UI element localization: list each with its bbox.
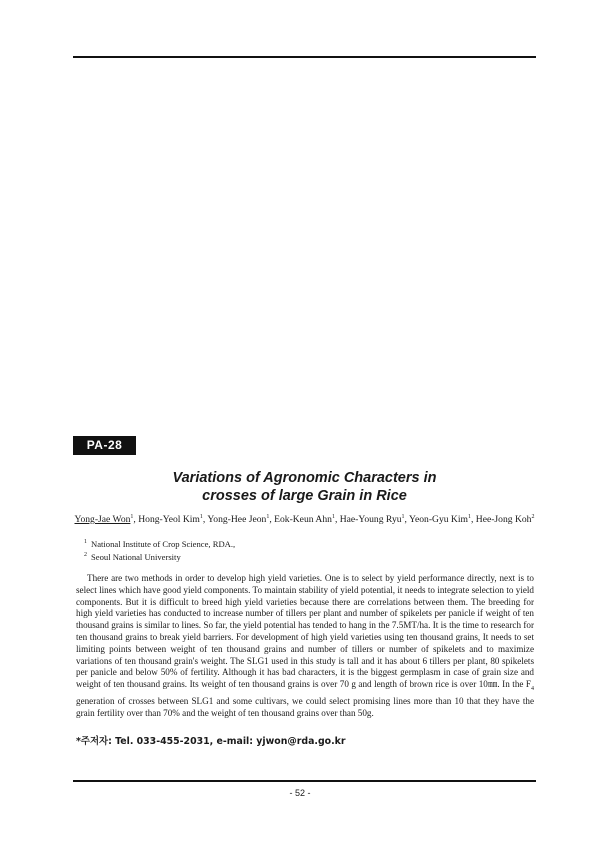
author-affil-mark: 2 <box>531 514 535 520</box>
author-name: Hae-Young Ryu <box>339 514 402 526</box>
paper-title <box>73 469 536 505</box>
affiliation-number: 2 <box>84 551 87 558</box>
author-name: Yeon-Gyu Kim <box>409 514 468 526</box>
affiliation-item <box>84 537 235 550</box>
bottom-rule <box>73 780 536 782</box>
affiliation-number: 1 <box>84 539 87 545</box>
abstract-text-part-2: generation of crosses between SLG1 and some cultivars, we could select promising lines more than 10 that they have the grain fertility over than 70% and the weight of ten thousand grains over than 50g. <box>76 695 534 718</box>
author-name: Hong-Yeol Kim <box>138 514 200 526</box>
author-name: Hee-Jong Koh <box>475 514 532 526</box>
abstract-body <box>76 573 534 719</box>
author-name: Yong-Hee Jeon <box>207 514 267 526</box>
title-line-2: crosses of large Grain in Rice <box>202 488 407 504</box>
contact-email: e-mail: yjwon@rda.go.kr <box>216 736 346 747</box>
affiliations <box>84 537 235 563</box>
author-affil-mark: 1 <box>266 514 270 520</box>
corresponding-author-contact <box>76 733 346 747</box>
affiliation-text: Seoul National University <box>91 551 181 562</box>
affiliation-item <box>84 550 235 563</box>
abstract-subscript: 4 <box>531 686 534 692</box>
contact-tel: Tel. 033-455-2031, <box>115 736 214 747</box>
contact-label: *주저자: <box>76 736 112 747</box>
abstract-text-part-1: There are two methods in order to develop high yield varieties. One is to select by yield performance directly, next is to select lines which have good yield components. To maintain stability of yield potential, it needs to integrate selection to yield components. But it is difficult to breed high yield varieties because there are correlations between them. The breeding for high yield varieties has conducted to increase number of tillers per plant and number of spikelets per panicle if weight of ten thousand grains is similar to lines. So far, the yield potential has tended to hang in the 7.5MT/ha. It is the time to research for ten thousand grains to break yield barriers. For development of high yield varieties using ten thousand grains, It needs to set limiting points between weight of ten thousand grains and number of tillers or number of spikelets and to maximize variations of ten thousand grain's weight. The SLG1 used in this study is tall and it has about 6 tillers per plant, 80 spikelets per panicle and below 50% of fertility. Although it has bad characters, it is the biggest germplasm in case of grain size and weight of ten thousand grains. Its weight of ten thousand grains is over 70 g and length of brown rice is over 10㎜. In the F <box>76 573 534 690</box>
top-rule <box>73 56 536 58</box>
affiliation-text: National Institute of Crop Science, RDA., <box>91 538 236 549</box>
author-name: Eok-Keun Ahn <box>274 514 332 526</box>
page-number: - 52 - <box>289 788 311 798</box>
author-name: Yong-Jae Won <box>74 514 131 526</box>
author-affil-mark: 1 <box>468 514 471 520</box>
author-list: Yong-Jae Won$^1$, Hong-Yeol Kim$^1$, Yong-Hee Jeon$^1$, Eok-Keun Ahn$^1$, Hae-Young Ryu$^1$, Yeon-Gyu Kim$^1$, Hee-Jong Koh$^2$ <box>74 514 535 526</box>
session-badge: PA-28 <box>73 436 136 455</box>
title-line-1: Variations of Agronomic Characters in <box>172 470 437 486</box>
author-affil-mark: 1 <box>331 514 335 520</box>
author-affil-mark: 1 <box>401 514 405 520</box>
author-affil-mark: 1 <box>130 514 134 520</box>
author-affil-mark: 1 <box>199 514 203 520</box>
